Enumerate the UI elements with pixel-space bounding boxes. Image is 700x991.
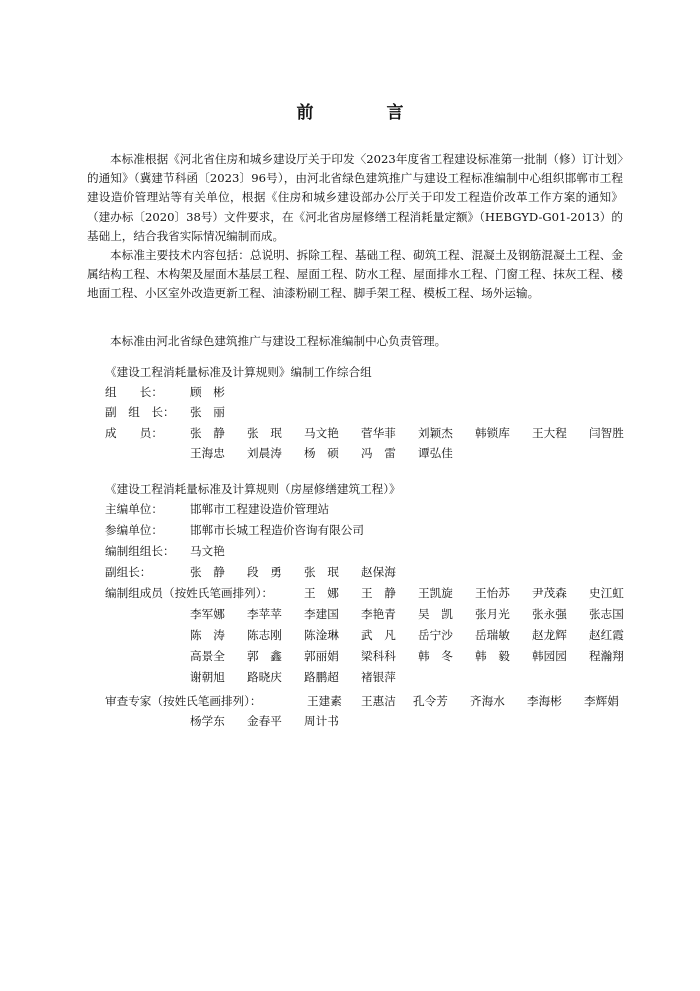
member-name: 张月光 [475, 607, 510, 621]
member-name: 梁科科 [361, 649, 396, 663]
group1-deputy: 张 丽 [190, 405, 225, 419]
member-name: 张永强 [532, 607, 567, 621]
member-name: 李军娜 [190, 607, 225, 621]
member-name: 吴 凯 [418, 607, 453, 621]
member-name: 陈淦琳 [304, 628, 339, 642]
member-name: 马文艳 [304, 426, 339, 440]
member-name: 路晓庆 [247, 670, 282, 684]
member-name: 褚银萍 [361, 670, 396, 684]
reviewer-name: 王惠洁 [361, 694, 396, 708]
member-name: 刘晨涛 [247, 446, 282, 460]
chief-unit: 邯郸市工程建设造价管理站 [190, 502, 330, 516]
member-name: 史江虹 [589, 586, 624, 600]
member-name: 武 凡 [361, 628, 396, 642]
member-name: 韩锁库 [475, 426, 510, 440]
member-name: 韩园园 [532, 649, 567, 663]
group1-leader: 顾 彬 [190, 385, 225, 399]
page-title: 前 言 [296, 103, 432, 123]
member-name: 高景全 [190, 649, 225, 663]
co-unit-label: 参编单位： [105, 523, 163, 537]
member-name: 陈 涛 [190, 628, 225, 642]
group1-deputy-label: 副 组 长： [105, 405, 175, 419]
member-name: 闫智胜 [589, 426, 624, 440]
reviewer-name: 金春平 [247, 714, 282, 728]
group2-deputy-label: 副组长： [105, 565, 152, 579]
preface-paragraph-3: 本标准由河北省绿色建筑推广与建设工程标准编制中心负责管理。 [110, 334, 447, 348]
member-name: 李艳青 [361, 607, 396, 621]
member-name: 谭弘佳 [418, 446, 453, 460]
group1-members-label: 成 员： [105, 426, 163, 440]
member-name: 陈志刚 [247, 628, 282, 642]
member-name: 段 勇 [247, 565, 282, 579]
member-name: 赵龙辉 [532, 628, 567, 642]
preface-paragraph-1: 本标准根据《河北省住房和城乡建设厅关于印发〈2023年度省工程建设标准第一批制（修）订计划〉的通知》（冀建节科函〔2023〕96号），由河北省绿色建筑推广与建设工程标准编制中心组织邯郸市工程建设造价管理站等有关单位，根据《住房和城乡建设部办公厅关于印发工程造价改革工作方案的通知》（建办标〔2020〕38号）文件要求，在《河北省房屋修缮工程消耗量定额》（HEBGYD-G01-2013）的基础上，结合我省实际情况编制而成。 [87, 152, 623, 243]
reviewer-name: 王建素 [307, 694, 342, 708]
member-name: 菅华菲 [361, 426, 396, 440]
group2-leader-label: 编制组组长： [105, 544, 175, 558]
reviewer-name: 杨学东 [190, 714, 225, 728]
member-name: 郭 鑫 [247, 649, 282, 663]
member-name: 张志国 [589, 607, 624, 621]
group2-leader: 马文艳 [190, 544, 225, 558]
reviewer-name: 李辉娟 [584, 694, 619, 708]
member-name: 韩 冬 [418, 649, 453, 663]
reviewer-name: 李海彬 [527, 694, 562, 708]
group1-heading: 《建设工程消耗量标准及计算规则》编制工作综合组 [105, 365, 372, 379]
member-name: 路鹏超 [304, 670, 339, 684]
member-name: 王凯旋 [418, 586, 453, 600]
member-name: 岳宁沙 [418, 628, 453, 642]
member-name: 张 静 [190, 565, 225, 579]
member-name: 王 静 [361, 586, 396, 600]
member-name: 李苹苹 [247, 607, 282, 621]
reviewer-name: 周计书 [304, 714, 339, 728]
preface-paragraph-2: 本标准主要技术内容包括：总说明、拆除工程、基础工程、砌筑工程、混凝土及钢筋混凝土工程、金属结构工程、木构架及屋面木基层工程、屋面工程、防水工程、屋面排水工程、门窗工程、抹灰工程、楼地面工程、小区室外改造更新工程、油漆粉刷工程、脚手架工程、模板工程、场外运输。 [87, 248, 623, 301]
member-name: 郭丽娟 [304, 649, 339, 663]
co-unit: 邯郸市长城工程造价咨询有限公司 [190, 523, 364, 537]
member-name: 谢朝旭 [190, 670, 225, 684]
group2-members-label: 编制组成员（按姓氏笔画排列）： [105, 586, 274, 600]
member-name: 刘颖杰 [418, 426, 453, 440]
member-name: 王大程 [532, 426, 567, 440]
member-name: 杨 硕 [304, 446, 339, 460]
reviewers-label: 审查专家（按姓氏笔画排列）： [105, 694, 262, 708]
member-name: 程瀚翔 [589, 649, 624, 663]
member-name: 赵保海 [361, 565, 396, 579]
member-name: 王 娜 [304, 586, 339, 600]
reviewer-name: 齐海水 [470, 694, 505, 708]
group1-leader-label: 组 长： [105, 385, 163, 399]
member-name: 岳瑞敏 [475, 628, 510, 642]
member-name: 张 珉 [247, 426, 282, 440]
member-name: 王海忠 [190, 446, 225, 460]
chief-unit-label: 主编单位： [105, 502, 163, 516]
group2-heading: 《建设工程消耗量标准及计算规则（房屋修缮建筑工程）》 [105, 482, 401, 496]
member-name: 王怡苏 [475, 586, 510, 600]
member-name: 张 静 [190, 426, 225, 440]
member-name: 张 珉 [304, 565, 339, 579]
member-name: 尹茂森 [532, 586, 567, 600]
member-name: 冯 雷 [361, 446, 396, 460]
member-name: 李建国 [304, 607, 339, 621]
member-name: 韩 毅 [475, 649, 510, 663]
reviewer-name: 孔令芳 [413, 694, 448, 708]
member-name: 赵红霞 [589, 628, 624, 642]
